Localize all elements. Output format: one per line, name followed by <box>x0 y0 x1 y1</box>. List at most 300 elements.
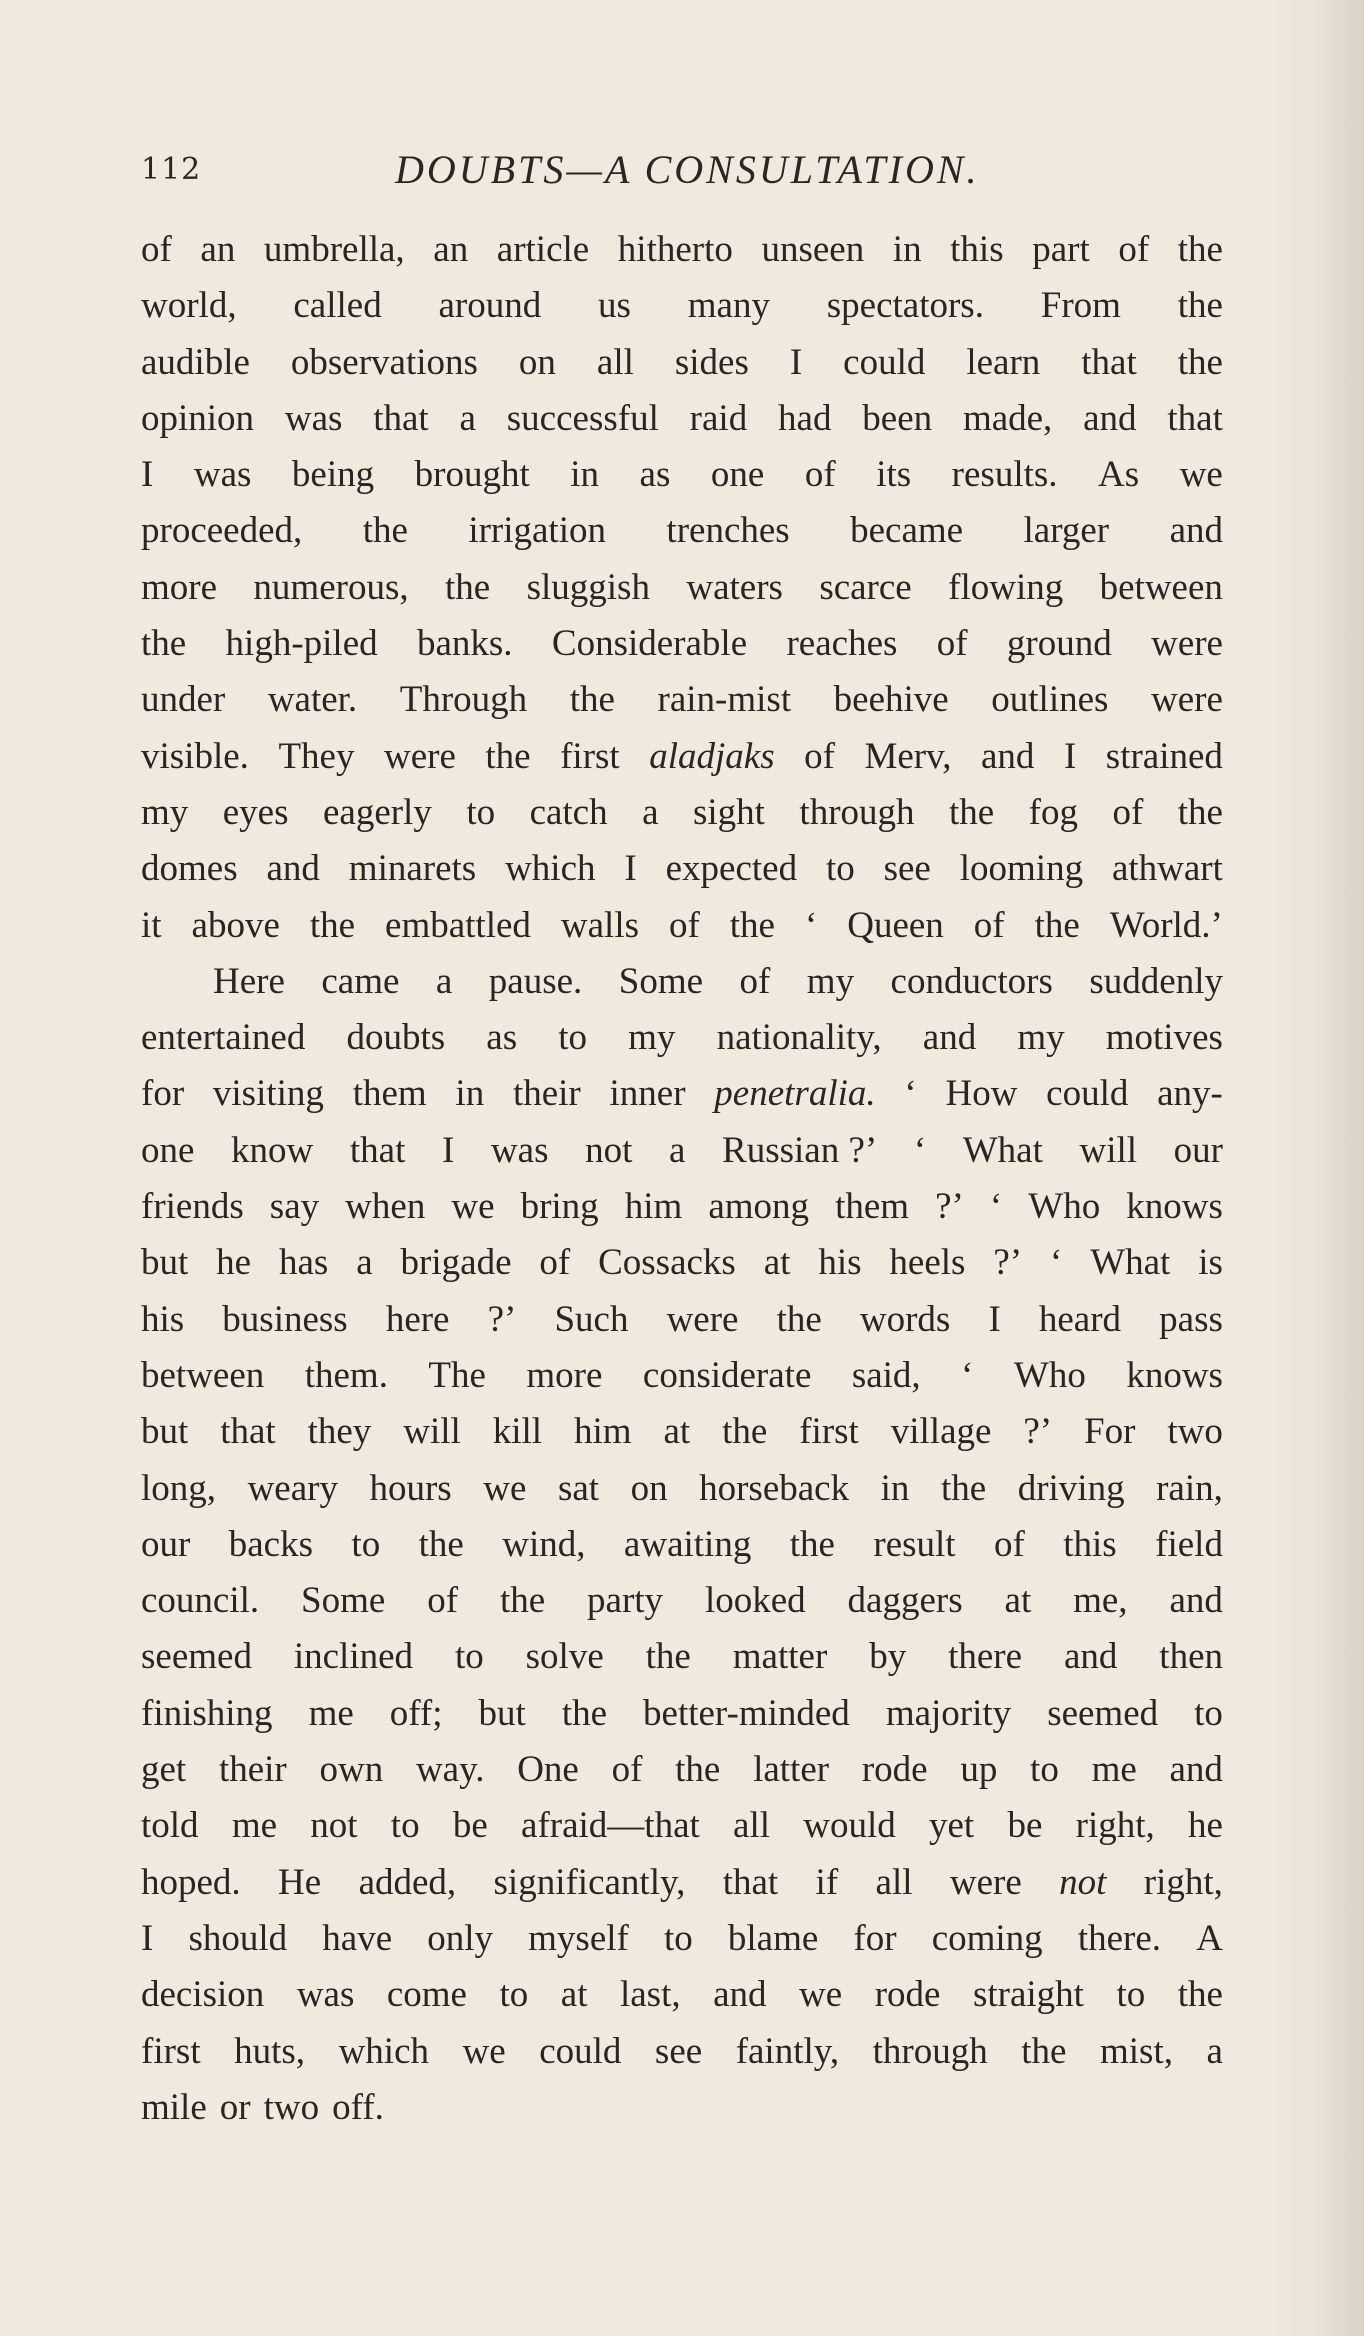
word: larger <box>1023 510 1110 552</box>
word: them <box>352 1073 427 1115</box>
text-line <box>141 278 1223 334</box>
word: From <box>1040 285 1121 327</box>
word: visiting <box>212 1073 324 1115</box>
word: sat <box>557 1467 600 1509</box>
word: long, <box>141 1467 217 1509</box>
word: and <box>1083 397 1137 439</box>
word: were <box>666 1298 739 1340</box>
word: the <box>949 791 995 833</box>
word: I <box>141 454 154 496</box>
word: inclined <box>293 1636 414 1678</box>
word: beehive <box>833 679 949 721</box>
word: of <box>427 1580 459 1622</box>
word: all <box>733 1805 770 1847</box>
body-text <box>141 222 1223 2136</box>
word: Here <box>213 960 285 1002</box>
word: we <box>483 1467 527 1509</box>
word: but <box>141 1242 189 1284</box>
italic-word: penetralia. <box>714 1073 876 1115</box>
word: to <box>390 1805 420 1847</box>
word: of <box>539 1242 571 1284</box>
word: could <box>1046 1073 1129 1115</box>
word: or <box>219 2086 251 2128</box>
text-line <box>141 1517 1223 1573</box>
word: will <box>1079 1129 1138 1171</box>
text-line <box>141 616 1223 672</box>
word: conductors <box>890 960 1053 1002</box>
word: him <box>573 1411 632 1453</box>
word: weary <box>247 1467 338 1509</box>
word: brought <box>414 454 530 496</box>
word: party <box>587 1580 664 1622</box>
text-line <box>141 560 1223 616</box>
word: not <box>310 1805 358 1847</box>
word: and <box>1063 1636 1118 1678</box>
word: I <box>1063 735 1077 777</box>
word: banks. <box>416 623 513 665</box>
word: off; <box>389 1692 443 1734</box>
text-line <box>141 1123 1223 1179</box>
word: two <box>263 2086 320 2128</box>
word: the <box>309 904 356 946</box>
word: the <box>561 1692 608 1734</box>
word: my <box>628 1017 676 1059</box>
italic-word: aladjaks <box>649 735 775 777</box>
word: be <box>452 1805 488 1847</box>
word: the <box>485 735 531 777</box>
word: then <box>1159 1636 1223 1678</box>
word: of <box>141 229 172 270</box>
word: their <box>218 1749 287 1791</box>
word: World.’ <box>1109 904 1223 946</box>
word: made, <box>962 397 1053 439</box>
word: way. <box>415 1749 485 1791</box>
word: have <box>322 1917 393 1959</box>
text-line <box>141 447 1223 503</box>
word: numerous, <box>253 566 409 608</box>
word: words <box>859 1298 951 1340</box>
word: to <box>466 791 496 833</box>
word: their <box>512 1073 581 1115</box>
word: ‘ <box>1049 1242 1063 1284</box>
word: many <box>687 285 770 327</box>
word: of <box>739 960 771 1002</box>
page-edge-shadow <box>1320 0 1364 2336</box>
word: its <box>876 454 912 496</box>
word: A <box>1196 1917 1223 1959</box>
word: spectators. <box>826 285 984 327</box>
text-line <box>141 1235 1223 1291</box>
word: better-minded <box>643 1692 850 1734</box>
word: Merv, <box>864 735 952 777</box>
word: majority <box>885 1692 1012 1734</box>
word: being <box>291 454 375 496</box>
word: rode <box>874 1974 941 2016</box>
word: him <box>624 1186 683 1228</box>
word <box>1059 1855 1106 1911</box>
word: any- <box>1157 1073 1223 1115</box>
word: this <box>950 229 1004 270</box>
word: For <box>1084 1411 1136 1453</box>
word: of <box>1118 229 1150 270</box>
word <box>649 729 774 785</box>
word: I <box>624 848 637 890</box>
text-line <box>141 1461 1223 1517</box>
word: above <box>191 904 280 946</box>
word: sight <box>692 791 765 833</box>
word: doubts <box>346 1017 446 1059</box>
word: me <box>231 1805 278 1847</box>
word: results. <box>951 454 1058 496</box>
word: my <box>1017 1017 1065 1059</box>
word: pass <box>1159 1298 1223 1340</box>
word: in <box>570 454 600 496</box>
word: around <box>438 285 542 327</box>
word: the <box>141 623 187 665</box>
word: the <box>1177 285 1223 327</box>
word: pause. <box>488 960 583 1002</box>
word: observations <box>290 341 478 383</box>
word: to <box>558 1017 588 1059</box>
word: when <box>345 1186 426 1228</box>
word: a <box>642 791 659 833</box>
word: in <box>892 229 922 270</box>
word: all <box>875 1861 913 1903</box>
word: we <box>462 2030 506 2072</box>
word: eagerly <box>322 791 432 833</box>
text-line <box>141 1066 1223 1122</box>
word: his <box>818 1242 862 1284</box>
word: Through <box>399 679 528 721</box>
word: the <box>645 1636 691 1678</box>
word: say <box>269 1186 320 1228</box>
word: told <box>141 1805 199 1847</box>
word: off. <box>332 2086 384 2128</box>
word: part <box>1032 229 1090 270</box>
word: me <box>1091 1749 1137 1791</box>
word: coming <box>931 1917 1043 1959</box>
word: will <box>403 1411 461 1453</box>
word: knows <box>1126 1354 1223 1396</box>
word: I <box>141 1917 154 1959</box>
word: mist, <box>1099 2030 1173 2072</box>
text-line <box>141 729 1223 785</box>
word: should <box>188 1917 288 1959</box>
word: through <box>872 2030 988 2072</box>
word: to <box>663 1917 693 1959</box>
word: he <box>1188 1805 1223 1847</box>
word: became <box>850 510 964 552</box>
word: They <box>278 735 355 777</box>
word: the <box>940 1467 987 1509</box>
word: domes <box>141 848 238 890</box>
word: them <box>835 1186 910 1228</box>
word: waters <box>686 566 783 608</box>
word: He <box>278 1861 322 1903</box>
word: reaches <box>786 623 898 665</box>
word: unseen <box>761 229 865 270</box>
word: minarets <box>348 848 477 890</box>
word: the <box>1177 341 1223 383</box>
word: kill <box>492 1411 543 1453</box>
word: blame <box>727 1917 819 1959</box>
word: at <box>1004 1580 1032 1622</box>
word: but <box>141 1411 189 1453</box>
word: to <box>1116 1974 1146 2016</box>
page-header <box>141 146 1221 202</box>
word: they <box>307 1411 372 1453</box>
word: afraid—that <box>521 1805 700 1847</box>
word: our <box>1173 1129 1223 1171</box>
word: article <box>496 229 590 270</box>
word: he <box>216 1242 252 1284</box>
word: solve <box>525 1636 604 1678</box>
word: rain, <box>1156 1467 1223 1509</box>
word: audible <box>141 341 250 383</box>
word: fog <box>1028 791 1078 833</box>
word: them. <box>304 1354 388 1396</box>
word: ‘ <box>804 904 818 946</box>
word: on <box>630 1467 668 1509</box>
word: of <box>611 1749 643 1791</box>
word: of <box>804 735 835 777</box>
word: and <box>922 1017 977 1059</box>
word: in <box>455 1073 485 1115</box>
word: to <box>351 1523 381 1565</box>
word: horseback <box>699 1467 850 1509</box>
text-line <box>141 335 1223 391</box>
word: The <box>428 1354 486 1396</box>
word: first <box>560 735 620 777</box>
word: the <box>789 1523 835 1565</box>
word: and <box>713 1974 767 2016</box>
word: could <box>843 341 926 383</box>
text-line <box>141 1404 1223 1460</box>
word: me <box>308 1692 354 1734</box>
word: scarce <box>819 566 912 608</box>
word: driving <box>1017 1467 1125 1509</box>
word: raid <box>689 397 748 439</box>
word: was <box>490 1129 549 1171</box>
word: that <box>1167 397 1223 439</box>
word: heard <box>1038 1298 1122 1340</box>
word: awaiting <box>623 1523 752 1565</box>
word: but <box>478 1692 526 1734</box>
word: under <box>141 679 226 721</box>
word: at <box>560 1974 588 2016</box>
word: came <box>321 960 400 1002</box>
word: trenches <box>666 510 790 552</box>
word: considerate <box>642 1354 812 1396</box>
word: could <box>539 2030 622 2072</box>
word: one <box>710 454 765 496</box>
page-number: 112 <box>141 152 202 187</box>
word: As <box>1098 454 1140 496</box>
word: was <box>284 397 343 439</box>
word: friends <box>141 1186 244 1228</box>
word: we <box>451 1186 495 1228</box>
word: of <box>668 904 700 946</box>
word: Cossacks <box>598 1242 736 1284</box>
word: at <box>763 1242 791 1284</box>
word: opinion <box>141 397 255 439</box>
word: and <box>1169 1749 1223 1791</box>
word: our <box>141 1523 191 1565</box>
word: the <box>499 1580 546 1622</box>
word: decision <box>141 1974 265 2016</box>
word: us <box>598 285 631 327</box>
text-line <box>141 785 1223 841</box>
word: a <box>435 960 453 1002</box>
word: come <box>386 1974 467 2016</box>
word: first <box>799 1411 859 1453</box>
word: said, <box>851 1354 921 1396</box>
word: visible. <box>141 735 249 777</box>
word: of <box>994 1523 1025 1565</box>
word: is <box>1198 1242 1223 1284</box>
word: to <box>1194 1692 1223 1734</box>
word: two <box>1167 1411 1223 1453</box>
word: it <box>141 904 162 946</box>
text-line <box>141 672 1223 728</box>
word: suddenly <box>1089 960 1223 1002</box>
italic-word: not <box>1059 1861 1107 1903</box>
word: own <box>319 1749 384 1791</box>
text-line <box>141 503 1223 559</box>
word: see <box>654 2030 703 2072</box>
word: myself <box>528 1917 629 1959</box>
word: wind, <box>502 1523 586 1565</box>
word: the <box>729 904 775 946</box>
text-line <box>141 1010 1223 1066</box>
word: inner <box>609 1073 686 1115</box>
word: were <box>383 735 456 777</box>
word: up <box>960 1749 998 1791</box>
word: of <box>1112 791 1144 833</box>
text-line <box>141 222 1223 278</box>
word: knows <box>1126 1186 1223 1228</box>
text-line <box>141 1292 1223 1348</box>
word: significantly, <box>493 1861 686 1903</box>
text-line <box>141 1855 1223 1911</box>
word: which <box>505 848 596 890</box>
word: field <box>1155 1523 1223 1565</box>
word: motives <box>1105 1017 1223 1059</box>
word: sluggish <box>526 566 650 608</box>
word: one <box>141 1129 195 1171</box>
word: to <box>499 1974 529 2016</box>
word: hitherto <box>617 229 733 270</box>
word: a <box>1206 2030 1223 2072</box>
word: bring <box>520 1186 599 1228</box>
word: business <box>222 1298 348 1340</box>
word: Some <box>618 960 704 1002</box>
word: ‘ <box>961 1354 974 1396</box>
word: high-piled <box>225 623 378 665</box>
word: right, <box>1143 1861 1223 1903</box>
word: all <box>596 341 634 383</box>
word: has <box>279 1242 329 1284</box>
word: was <box>296 1974 355 2016</box>
word: backs <box>228 1523 313 1565</box>
word: were <box>949 1861 1022 1903</box>
word: of <box>936 623 968 665</box>
word: huts, <box>234 2030 306 2072</box>
word <box>714 1066 875 1122</box>
text-line <box>141 954 1223 1010</box>
word: this <box>1063 1523 1117 1565</box>
word: a <box>356 1242 373 1284</box>
word: the <box>776 1298 822 1340</box>
word: was <box>193 454 252 496</box>
word: get <box>141 1749 187 1791</box>
word: entertained <box>141 1017 306 1059</box>
word: at <box>663 1411 691 1453</box>
word: expected <box>665 848 798 890</box>
word: ‘ <box>913 1129 927 1171</box>
word: the <box>1034 904 1080 946</box>
word: were <box>1151 679 1223 721</box>
word: hoped. <box>141 1861 241 1903</box>
word: know <box>231 1129 314 1171</box>
word: outlines <box>991 679 1109 721</box>
word: council. <box>141 1580 260 1622</box>
word: ‘ <box>904 1073 917 1115</box>
text-line <box>141 841 1223 897</box>
word: ground <box>1006 623 1112 665</box>
word: world, <box>141 285 237 327</box>
word: faintly, <box>735 2030 840 2072</box>
word: irrigation <box>468 510 606 552</box>
word: to <box>454 1636 484 1678</box>
word: that <box>349 1129 406 1171</box>
word: the <box>445 566 491 608</box>
word: successful <box>506 397 659 439</box>
word: embattled <box>385 904 531 946</box>
word: ?’ <box>935 1186 964 1228</box>
word: heels <box>889 1242 966 1284</box>
word: seemed <box>1047 1692 1159 1734</box>
word: What <box>1090 1242 1171 1284</box>
text-line <box>141 1742 1223 1798</box>
text-line <box>141 1348 1223 1404</box>
word: last, <box>619 1974 681 2016</box>
word: learn <box>966 341 1041 383</box>
word: not <box>585 1129 633 1171</box>
word: Who <box>1028 1186 1101 1228</box>
word: Russian ?’ <box>722 1129 878 1171</box>
word: my <box>806 960 855 1002</box>
word: more <box>141 566 218 608</box>
word: we <box>799 1974 843 2016</box>
word: the <box>362 510 408 552</box>
word: What <box>962 1129 1043 1171</box>
word: in <box>880 1467 910 1509</box>
text-line <box>141 898 1223 954</box>
word: there. <box>1077 1917 1162 1959</box>
word: on <box>518 341 556 383</box>
word: as <box>486 1017 518 1059</box>
text-line <box>141 1573 1223 1629</box>
word: had <box>778 397 832 439</box>
word: and <box>266 848 320 890</box>
word: only <box>427 1917 494 1959</box>
word: result <box>873 1523 956 1565</box>
word: straight <box>972 1974 1084 2016</box>
word: village <box>890 1411 992 1453</box>
word: here <box>385 1298 450 1340</box>
word: to <box>825 848 855 890</box>
